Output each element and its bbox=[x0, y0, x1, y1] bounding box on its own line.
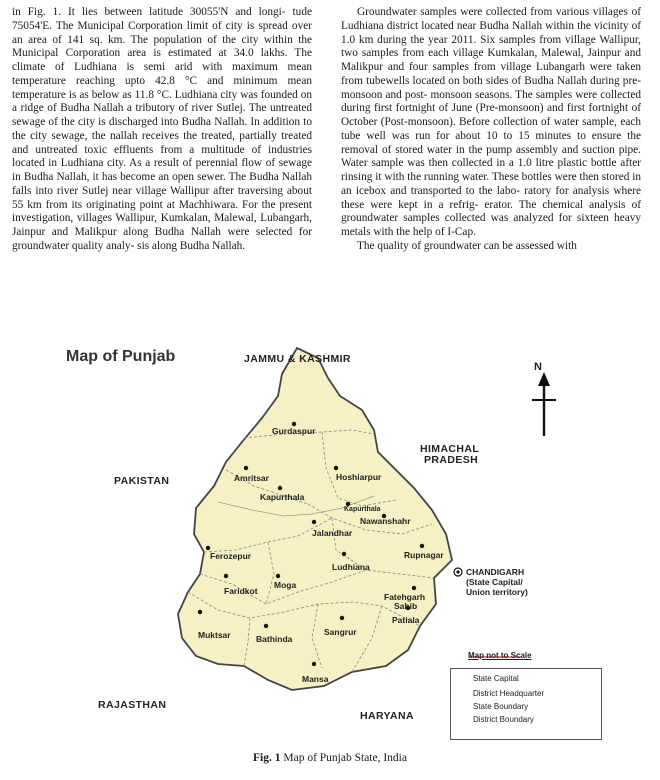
district-sangrur: Sangrur bbox=[324, 627, 357, 637]
district-jalandhar: Jalandhar bbox=[312, 528, 353, 538]
neighbor-pakistan: PAKISTAN bbox=[114, 475, 170, 487]
district-gurdaspur: Gurdaspur bbox=[272, 426, 316, 436]
north-arrow-icon bbox=[532, 372, 556, 436]
legend-state-boundary: State Boundary bbox=[473, 702, 529, 711]
map-scale-note: Map not to Scale bbox=[468, 651, 532, 660]
map-legend bbox=[450, 668, 602, 740]
district-nawanshahr: Nawanshahr bbox=[360, 516, 411, 526]
capital-note-line1: (State Capital/ bbox=[466, 577, 523, 587]
neighbor-pradesh: PRADESH bbox=[424, 454, 479, 466]
district-hoshiarpur: Hoshiarpur bbox=[336, 472, 382, 482]
legend-district-boundary: District Boundary bbox=[473, 715, 534, 724]
legend-state-capital: State Capital bbox=[473, 674, 519, 683]
district-kapurthala: Kapurthala bbox=[260, 492, 305, 502]
district-fatehgarh-sahib: Sahib bbox=[394, 601, 418, 611]
state-capital-marker bbox=[454, 568, 462, 576]
neighbor-haryana: HARYANA bbox=[360, 710, 414, 722]
caption-label: Fig. 1 bbox=[253, 752, 281, 764]
district-fatehgarh: Fatehgarh bbox=[384, 592, 426, 602]
paragraph: The quality of groundwater can be assessed with bbox=[357, 239, 577, 252]
north-label: N bbox=[534, 361, 542, 373]
district-ferozepur: Ferozepur bbox=[210, 551, 252, 561]
paragraph: Groundwater samples were collected from various villages of Ludhiana district located near Budha Nallah within the vicinity of 1.0 km during the year 2011. Six samples from village Wallipur, two samples from each village Kumkalan, Malewal, Jainpur and Malikpur and four samples from village Lubangarh were taken from tubewells located on both sides of Budha Nallah during pre-monsoon and post- monsoon seasons. The samples were collected during first fortnight of June (Pre-monsoon) and first fortnight of October (Post-monsoon). Before collection of water sample, each tube well was run for about 10 to 15 minutes to ensure the removal of stored water in the pump assembly and suction pipe. Water sample was then collected in a 1.0 litre plastic bottle after rinsing it with the running water. These bottles were then stored in an icebox and transported to the labo- ratory for analysis where these were kept in a refrig- erator. The chemical analysis of groundwater samples collected was analyzed for sixteen heavy metals with the help of I-Cap. bbox=[341, 6, 642, 238]
punjab-map-figure bbox=[22, 338, 642, 748]
district-faridkot: Faridkot bbox=[224, 586, 258, 596]
map-title: Map of Punjab bbox=[66, 348, 176, 365]
district-muktsar: Muktsar bbox=[198, 630, 231, 640]
neighbor-jammu-kashmir: JAMMU & KASHMIR bbox=[244, 353, 351, 365]
district-patiala: Patiala bbox=[392, 615, 420, 625]
caption-text: Map of Punjab State, India bbox=[280, 752, 407, 764]
neighbor-rajasthan: RAJASTHAN bbox=[98, 699, 167, 711]
capital-note-line2: Union territory) bbox=[466, 587, 528, 597]
text-column-left bbox=[12, 6, 312, 254]
neighbor-himachal: HIMACHAL bbox=[420, 443, 480, 455]
figure-caption bbox=[0, 752, 660, 764]
district-bathinda: Bathinda bbox=[256, 634, 293, 644]
district-amritsar: Amritsar bbox=[234, 473, 269, 483]
district-rupnagar: Rupnagar bbox=[404, 550, 444, 560]
district-ludhiana: Ludhiana bbox=[332, 562, 370, 572]
paragraph: in Fig. 1. It lies between latitude 30055'N and longi- tude 75054'E. The Municipal Corporation limit of city is spread over an area of 141 sq. km. The population of the city within the Municipal Corporation area is estimated at 34.0 lakhs. The climate of Ludhiana is semi arid with maximum mean temperature reaching upto 42.8 °C and minimum mean temperature is as below as 11.8 °C. Ludhiana city was founded on a ridge of Budha Nallah a tributory of river Sutlej. The untreated sewage of the city is discharged into Budha Nallah. In addition to the city sewage, the nallah receives the treated, partially treated and untreated toxic effluents from a multitude of industries located in Ludhiana city. As a result of perennial flow of sewage in Budha Nallah, it has become an open sewer. The Budha Nallah falls into river Sutlej near village Wallipur after traversing about 55 km from its originating point at Machhiwara. For the present investigation, villages Wallipur, Kumkalan, Malewal, Lubangarh, Jainpur and Malikpur along Budha Nallah were selected for groundwater quality analy- sis along Budha Nallah. bbox=[12, 6, 313, 252]
text-column-right bbox=[341, 6, 641, 254]
district-mansa: Mansa bbox=[302, 674, 329, 684]
district-kapurthala-enclave: Kapurthala bbox=[344, 506, 381, 513]
capital-chandigarh: CHANDIGARH bbox=[466, 567, 525, 577]
legend-district-headquarter: District Headquarter bbox=[473, 689, 545, 698]
district-moga: Moga bbox=[274, 580, 297, 590]
